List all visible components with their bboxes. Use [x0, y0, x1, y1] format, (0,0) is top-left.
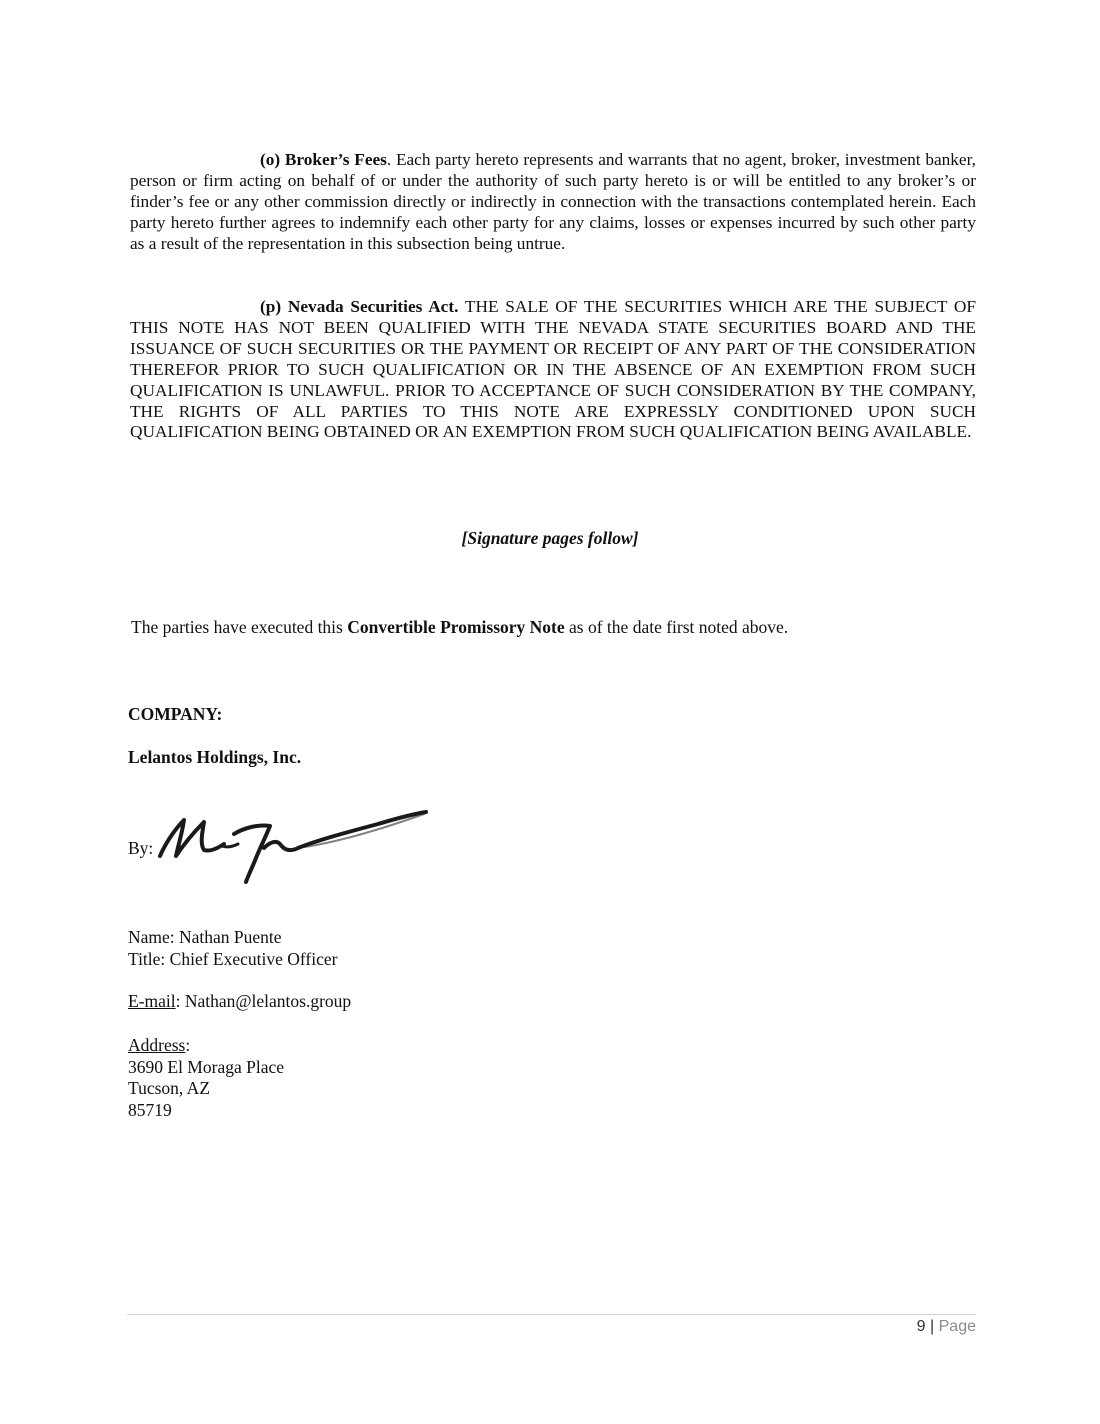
email-colon: : [175, 991, 185, 1011]
signer-block [128, 927, 337, 970]
execution-suffix: as of the date first noted above. [564, 617, 789, 637]
section-o-body: . Each party hereto represents and warrants that no agent, broker, investment banker, person or firm acting on behalf of or under the authority of such party hereto is or will be entitled to any broker’s or finder’s fee or any other commission directly or indirectly in connection with the transactions contemplated herein. Each party hereto further agrees to indemnify each other party for any claims, losses or expenses incurred by such other party as a result of the representation in this subsection being untrue. [130, 150, 976, 253]
address-line-street: 3690 El Moraga Place [128, 1056, 284, 1077]
footer-separator: | [930, 1318, 935, 1335]
address-block [128, 1035, 284, 1121]
execution-prefix: The parties have executed this [131, 617, 348, 637]
section-p-paragraph [130, 297, 976, 443]
footer-divider [127, 1314, 976, 1315]
email-label: E-mail [128, 991, 176, 1011]
address-line-city: Tucson, AZ [128, 1078, 211, 1098]
address-line-zip: 85719 [128, 1099, 172, 1120]
email-value: Nathan@lelantos.group [184, 991, 352, 1011]
execution-statement [131, 617, 788, 638]
signature-pages-note: [Signature pages follow] [461, 528, 639, 548]
handwritten-signature [148, 800, 433, 890]
company-name: Lelantos Holdings, Inc. [128, 747, 302, 767]
address-label: Address [128, 1035, 186, 1055]
address-heading: Address: [128, 1035, 191, 1055]
page-word: Page [938, 1318, 976, 1335]
section-p-body: THE SALE OF THE SECURITIES WHICH ARE THE SUBJECT OF THIS NOTE HAS NOT BEEN QUALIFIED WITH THE NEVADA STATE SECURITIES BOARD AND THE ISSUANCE OF SUCH SECURITIES OR THE PAYMENT OR RECEIPT OF ANY PART OF THE CONSIDERATION THEREFOR PRIOR TO SUCH QUALIFICATION OR IN THE ABSENCE OF AN EXEMPTION FROM SUCH QUALIFICATION IS UNLAWFUL. PRIOR TO ACCEPTANCE OF SUCH CONSIDERATION BY THE COMPANY, THE RIGHTS OF ALL PARTIES TO THIS NOTE ARE EXPRESSLY CONDITIONED UPON SUCH QUALIFICATION BEING OBTAINED OR AN EXEMPTION FROM SUCH QUALIFICATION BEING AVAILABLE. [130, 297, 976, 442]
by-label: By: [128, 838, 154, 858]
section-p-heading: (p) Nevada Securities Act. [260, 297, 459, 316]
signer-title: Title: Chief Executive Officer [128, 948, 338, 969]
company-label: COMPANY: [128, 704, 223, 724]
email-block [128, 991, 351, 1013]
section-o-paragraph [130, 150, 976, 255]
signer-name: Name: Nathan Puente [128, 927, 282, 947]
page-footer [917, 1318, 976, 1336]
execution-doc-name: Convertible Promissory Note [347, 617, 565, 637]
page-number: 9 [916, 1318, 926, 1335]
section-o-heading: (o) Broker’s Fees [260, 150, 387, 169]
